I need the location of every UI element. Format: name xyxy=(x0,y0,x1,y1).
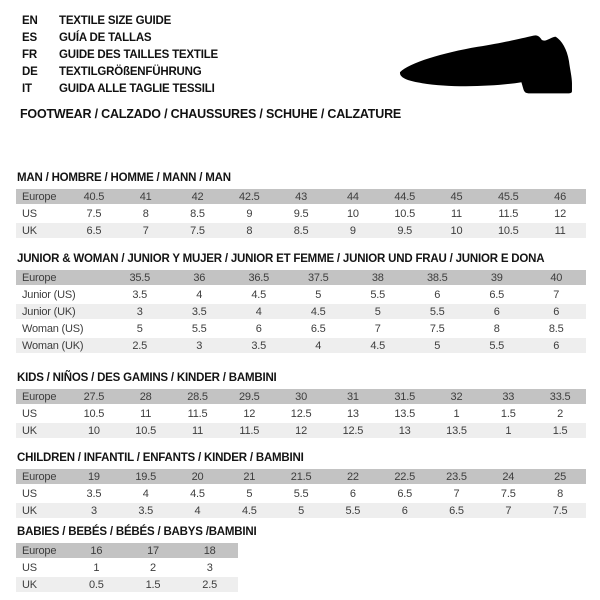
size-value-cell: 9.5 xyxy=(379,222,431,239)
size-value-cell: 21.5 xyxy=(275,469,327,485)
size-value-cell: 1 xyxy=(68,559,125,576)
size-table-man xyxy=(16,189,586,240)
size-table-row xyxy=(16,222,586,239)
size-value-cell: 1.5 xyxy=(534,422,586,439)
size-value-cell: 8 xyxy=(467,320,527,337)
size-value-cell: 10.5 xyxy=(482,222,534,239)
size-table-row xyxy=(16,485,586,502)
section-title: JUNIOR & WOMAN / JUNIOR Y MUJER / JUNIOR ET FEMME / JUNIOR UND FRAU / JUNIOR E DONA xyxy=(17,253,545,265)
size-value-cell: 3 xyxy=(170,337,230,354)
row-label: Woman (US) xyxy=(16,320,110,337)
size-table-header-row xyxy=(16,270,586,286)
size-value-cell: 13.5 xyxy=(379,405,431,422)
row-label: Europe xyxy=(16,389,68,405)
size-value-cell: 5.5 xyxy=(467,337,527,354)
size-value-cell: 20 xyxy=(172,469,224,485)
row-label: UK xyxy=(16,502,68,519)
row-label: Woman (UK) xyxy=(16,337,110,354)
language-row xyxy=(22,63,218,80)
size-value-cell: 1 xyxy=(431,405,483,422)
size-section-junior-woman xyxy=(16,253,586,355)
size-value-cell: 18 xyxy=(181,543,238,559)
row-label: Europe xyxy=(16,543,68,559)
size-value-cell: 42.5 xyxy=(223,189,275,205)
size-value-cell: 3 xyxy=(68,502,120,519)
size-table-junior-woman xyxy=(16,270,586,355)
size-value-cell: 8.5 xyxy=(527,320,587,337)
size-value-cell: 13 xyxy=(327,405,379,422)
size-value-cell: 16 xyxy=(68,543,125,559)
size-value-cell: 5.5 xyxy=(327,502,379,519)
size-value-cell: 7 xyxy=(482,502,534,519)
size-value-cell: 5 xyxy=(348,303,408,320)
language-row xyxy=(22,29,218,46)
size-value-cell: 24 xyxy=(482,469,534,485)
size-value-cell: 6 xyxy=(527,303,587,320)
size-table-header-row xyxy=(16,469,586,485)
size-value-cell: 8 xyxy=(223,222,275,239)
size-value-cell: 5.5 xyxy=(348,286,408,303)
size-value-cell: 36 xyxy=(170,270,230,286)
size-value-cell: 37.5 xyxy=(289,270,349,286)
size-value-cell: 5 xyxy=(275,502,327,519)
size-value-cell: 3.5 xyxy=(229,337,289,354)
size-value-cell: 22 xyxy=(327,469,379,485)
size-value-cell: 10.5 xyxy=(120,422,172,439)
language-code: DE xyxy=(22,65,38,78)
size-table-row xyxy=(16,502,586,519)
size-value-cell: 33 xyxy=(482,389,534,405)
size-value-cell: 4.5 xyxy=(289,303,349,320)
size-value-cell: 1.5 xyxy=(482,405,534,422)
size-value-cell: 25 xyxy=(534,469,586,485)
size-value-cell: 36.5 xyxy=(229,270,289,286)
size-table-babies xyxy=(16,543,238,594)
size-table-row xyxy=(16,303,586,320)
row-label: UK xyxy=(16,422,68,439)
size-value-cell: 10.5 xyxy=(68,405,120,422)
size-value-cell: 11.5 xyxy=(482,205,534,222)
size-value-cell: 33.5 xyxy=(534,389,586,405)
size-value-cell: 12 xyxy=(534,205,586,222)
size-table-row xyxy=(16,337,586,354)
size-value-cell: 7 xyxy=(120,222,172,239)
size-value-cell: 13 xyxy=(379,422,431,439)
size-value-cell: 23.5 xyxy=(431,469,483,485)
size-section-kids xyxy=(16,372,586,440)
size-value-cell: 32 xyxy=(431,389,483,405)
size-value-cell: 6 xyxy=(467,303,527,320)
size-value-cell: 6 xyxy=(408,286,468,303)
language-code: IT xyxy=(22,82,32,95)
size-value-cell: 11 xyxy=(431,205,483,222)
section-title: BABIES / BEBÉS / BÉBÉS / BABYS /BAMBINI xyxy=(17,526,257,538)
size-value-cell: 44 xyxy=(327,189,379,205)
section-title: CHILDREN / INFANTIL / ENFANTS / KINDER / BAMBINI xyxy=(17,452,304,464)
size-value-cell: 31 xyxy=(327,389,379,405)
size-value-cell: 3 xyxy=(181,559,238,576)
size-table-kids xyxy=(16,389,586,440)
size-section-children xyxy=(16,452,586,520)
size-value-cell: 2 xyxy=(534,405,586,422)
size-value-cell: 41 xyxy=(120,189,172,205)
size-value-cell: 6.5 xyxy=(289,320,349,337)
size-value-cell: 6 xyxy=(327,485,379,502)
language-row xyxy=(22,80,218,97)
size-value-cell: 7.5 xyxy=(408,320,468,337)
size-value-cell: 10.5 xyxy=(379,205,431,222)
row-label: UK xyxy=(16,576,68,593)
row-label: Junior (US) xyxy=(16,286,110,303)
size-value-cell: 7 xyxy=(431,485,483,502)
size-value-cell: 7.5 xyxy=(482,485,534,502)
size-value-cell: 4 xyxy=(289,337,349,354)
size-value-cell: 7 xyxy=(348,320,408,337)
size-table-header-row xyxy=(16,543,238,559)
size-value-cell: 6 xyxy=(527,337,587,354)
size-value-cell: 8.5 xyxy=(275,222,327,239)
row-label: Europe xyxy=(16,189,68,205)
size-value-cell: 7.5 xyxy=(68,205,120,222)
size-value-cell: 5 xyxy=(223,485,275,502)
size-value-cell: 12.5 xyxy=(327,422,379,439)
size-value-cell: 5.5 xyxy=(170,320,230,337)
size-value-cell: 12 xyxy=(223,405,275,422)
size-value-cell: 12.5 xyxy=(275,405,327,422)
size-value-cell: 3.5 xyxy=(120,502,172,519)
size-value-cell: 3 xyxy=(110,303,170,320)
language-row xyxy=(22,46,218,63)
size-value-cell: 0.5 xyxy=(68,576,125,593)
size-value-cell: 1 xyxy=(482,422,534,439)
size-value-cell: 40.5 xyxy=(68,189,120,205)
size-table-row xyxy=(16,405,586,422)
size-value-cell: 42 xyxy=(172,189,224,205)
size-value-cell: 7.5 xyxy=(172,222,224,239)
size-value-cell: 17 xyxy=(125,543,182,559)
size-value-cell: 4.5 xyxy=(172,485,224,502)
size-value-cell: 3.5 xyxy=(68,485,120,502)
size-value-cell: 11.5 xyxy=(223,422,275,439)
language-guide-title: TEXTILE SIZE GUIDE xyxy=(59,14,172,27)
size-value-cell: 3.5 xyxy=(170,303,230,320)
size-value-cell: 5.5 xyxy=(275,485,327,502)
size-table-header-row xyxy=(16,389,586,405)
size-value-cell: 8 xyxy=(534,485,586,502)
size-value-cell: 4.5 xyxy=(229,286,289,303)
size-table-row xyxy=(16,205,586,222)
size-value-cell: 29.5 xyxy=(223,389,275,405)
size-value-cell: 6.5 xyxy=(467,286,527,303)
size-value-cell: 11 xyxy=(120,405,172,422)
size-value-cell: 27.5 xyxy=(68,389,120,405)
row-label: Junior (UK) xyxy=(16,303,110,320)
section-title: MAN / HOMBRE / HOMME / MANN / MAN xyxy=(17,172,231,184)
size-table-row xyxy=(16,576,238,593)
size-value-cell: 6.5 xyxy=(68,222,120,239)
size-table-children xyxy=(16,469,586,520)
row-label: Europe xyxy=(16,469,68,485)
language-guide-title: TEXTILGRÖßENFÜHRUNG xyxy=(59,65,202,78)
row-label: US xyxy=(16,205,68,222)
category-title: FOOTWEAR / CALZADO / CHAUSSURES / SCHUHE / CALZATURE xyxy=(20,107,402,121)
size-value-cell: 38 xyxy=(348,270,408,286)
row-label: US xyxy=(16,405,68,422)
size-value-cell: 5 xyxy=(289,286,349,303)
size-value-cell: 3.5 xyxy=(110,286,170,303)
size-value-cell: 1.5 xyxy=(125,576,182,593)
size-value-cell: 39 xyxy=(467,270,527,286)
size-value-cell: 4 xyxy=(120,485,172,502)
size-value-cell: 4 xyxy=(172,502,224,519)
size-value-cell: 2 xyxy=(125,559,182,576)
size-value-cell: 35.5 xyxy=(110,270,170,286)
size-table-row xyxy=(16,422,586,439)
language-guide-title: GUÍA DE TALLAS xyxy=(59,31,152,44)
size-value-cell: 45 xyxy=(431,189,483,205)
row-label: UK xyxy=(16,222,68,239)
size-value-cell: 6.5 xyxy=(431,502,483,519)
language-row xyxy=(22,12,218,29)
size-table-row xyxy=(16,559,238,576)
size-value-cell: 8.5 xyxy=(172,205,224,222)
size-value-cell: 2.5 xyxy=(181,576,238,593)
size-value-cell: 13.5 xyxy=(431,422,483,439)
language-code: EN xyxy=(22,14,38,27)
size-value-cell: 43 xyxy=(275,189,327,205)
size-value-cell: 5 xyxy=(408,337,468,354)
size-value-cell: 19 xyxy=(68,469,120,485)
language-title-list xyxy=(22,12,218,97)
size-value-cell: 4 xyxy=(229,303,289,320)
size-value-cell: 4 xyxy=(170,286,230,303)
size-value-cell: 9 xyxy=(327,222,379,239)
language-guide-title: GUIDE DES TAILLES TEXTILE xyxy=(59,48,218,61)
size-value-cell: 5.5 xyxy=(408,303,468,320)
section-title: KIDS / NIÑOS / DES GAMINS / KINDER / BAMBINI xyxy=(17,372,277,384)
size-value-cell: 4.5 xyxy=(348,337,408,354)
size-value-cell: 8 xyxy=(120,205,172,222)
size-value-cell: 6 xyxy=(229,320,289,337)
size-value-cell: 22.5 xyxy=(379,469,431,485)
language-guide-title: GUIDA ALLE TAGLIE TESSILI xyxy=(59,82,215,95)
size-value-cell: 10 xyxy=(327,205,379,222)
size-value-cell: 10 xyxy=(431,222,483,239)
size-value-cell: 6.5 xyxy=(379,485,431,502)
size-value-cell: 12 xyxy=(275,422,327,439)
size-value-cell: 11 xyxy=(534,222,586,239)
size-section-babies xyxy=(16,526,256,594)
size-value-cell: 19.5 xyxy=(120,469,172,485)
row-label: US xyxy=(16,485,68,502)
size-value-cell: 7.5 xyxy=(534,502,586,519)
language-code: ES xyxy=(22,31,37,44)
size-value-cell: 30 xyxy=(275,389,327,405)
size-value-cell: 46 xyxy=(534,189,586,205)
size-value-cell: 31.5 xyxy=(379,389,431,405)
size-table-row xyxy=(16,286,586,303)
row-label: Europe xyxy=(16,270,110,286)
size-value-cell: 40 xyxy=(527,270,587,286)
row-label: US xyxy=(16,559,68,576)
size-table-row xyxy=(16,320,586,337)
size-value-cell: 6 xyxy=(379,502,431,519)
dress-shoe-icon xyxy=(397,32,574,96)
size-value-cell: 11 xyxy=(172,422,224,439)
size-value-cell: 38.5 xyxy=(408,270,468,286)
size-value-cell: 9.5 xyxy=(275,205,327,222)
size-value-cell: 2.5 xyxy=(110,337,170,354)
size-value-cell: 11.5 xyxy=(172,405,224,422)
size-value-cell: 28.5 xyxy=(172,389,224,405)
size-value-cell: 7 xyxy=(527,286,587,303)
size-value-cell: 10 xyxy=(68,422,120,439)
size-value-cell: 44.5 xyxy=(379,189,431,205)
size-table-header-row xyxy=(16,189,586,205)
size-value-cell: 21 xyxy=(223,469,275,485)
size-value-cell: 5 xyxy=(110,320,170,337)
size-value-cell: 28 xyxy=(120,389,172,405)
size-value-cell: 4.5 xyxy=(223,502,275,519)
size-value-cell: 9 xyxy=(223,205,275,222)
size-section-man xyxy=(16,172,586,240)
size-value-cell: 45.5 xyxy=(482,189,534,205)
language-code: FR xyxy=(22,48,37,61)
